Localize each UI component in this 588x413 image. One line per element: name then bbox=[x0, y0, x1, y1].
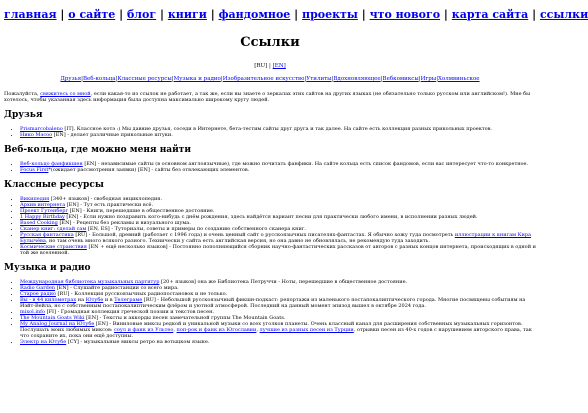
link[interactable]: иллюстрации к книгам Кира Булычёва bbox=[20, 232, 532, 244]
item-text: и в bbox=[103, 297, 115, 303]
section-link-music[interactable]: Музыка и радио bbox=[173, 76, 221, 82]
nav-books[interactable]: книги bbox=[167, 8, 207, 21]
link[interactable]: 1 Happy Birthday bbox=[20, 214, 65, 220]
list-item bbox=[20, 339, 536, 345]
intro-text bbox=[4, 91, 536, 103]
link[interactable]: поп-рок и фанк из Югославии bbox=[176, 327, 257, 333]
link[interactable]: Международная библиотека музыкальных партитур bbox=[20, 279, 160, 285]
item-text: *(ожидает рассмотрения заявки) [EN] - сайты без отвлекающих элементов. bbox=[48, 167, 250, 173]
item-text: [EN] - Книги, перешедшие в общественное достояние. bbox=[68, 208, 215, 214]
item-text: [EN] - независимые сайты (в основном англоязычные), где можно почитать фанфики. На сайте кольца есть список фандомов, если вас интересует что-то конкретное. bbox=[82, 161, 529, 167]
item-text: на bbox=[76, 297, 86, 303]
link[interactable]: Сканер книг: сделай сам bbox=[20, 226, 87, 232]
section-link-resources[interactable]: Классные ресурсы bbox=[117, 76, 172, 82]
nav-about[interactable]: о сайте bbox=[68, 8, 116, 21]
item-text: [RU] - Коллекция русскоязычных радиопостановок и не только. bbox=[55, 291, 228, 297]
section-separator: | bbox=[380, 76, 383, 82]
section-separator: | bbox=[304, 76, 307, 82]
link[interactable]: Космические странствия bbox=[20, 244, 87, 250]
link[interactable]: соул и фанк из Ультео bbox=[114, 327, 174, 333]
link[interactable]: My Analog Journal на Ютубе bbox=[20, 321, 95, 327]
webrings-list bbox=[4, 161, 536, 173]
section-separator: | bbox=[331, 76, 334, 82]
item-text: [RU] - Большой, древний (работает с 1996 года) и очень ценный сайт о русскоязычных писателях-фантастах. Я обычно хожу туда посмотреть bbox=[73, 232, 455, 238]
link[interactable]: Based Cooking bbox=[20, 220, 58, 226]
item-text: [340+ языков] - свободная энциклопедия. bbox=[49, 196, 163, 202]
resources-list bbox=[4, 196, 536, 256]
item-text: [RU] - Небольшой русскоязычный фикшн-подкаст: репортажи из маленького постапокалиптического города. Многие посвящены событиям на Иэйт-Вейла, но с собственным постапокалиптическим флёром и уютной атмосферой. Последний на данный момент эпизод вышел в октябре 2024 года. bbox=[20, 297, 526, 309]
link[interactable]: Prismarcobaleno bbox=[20, 126, 63, 132]
section-link-webrings[interactable]: Веб-кольца bbox=[83, 76, 116, 82]
nav-separator: | bbox=[532, 8, 537, 21]
link[interactable]: Русская фантастика bbox=[20, 232, 74, 238]
item-text: [EN] - делает различные прикольные штуки. bbox=[52, 132, 173, 138]
link[interactable]: Нико Мэсоо bbox=[20, 132, 53, 138]
heading-resources: Классные ресурсы bbox=[4, 180, 104, 190]
section-separator: | bbox=[220, 76, 223, 82]
lang-ru: [RU] bbox=[254, 63, 268, 69]
list-item bbox=[20, 167, 536, 173]
link[interactable]: mixol.info bbox=[20, 309, 46, 315]
nav-whats-new[interactable]: что нового bbox=[369, 8, 441, 21]
nav-links[interactable]: ссылки bbox=[539, 8, 588, 21]
item-text: [EN] - Тексты и аккорды песен замечательной группы The Mountain Goats. bbox=[84, 315, 286, 321]
page-title: Ссылки bbox=[240, 35, 300, 50]
item-text: [CY] - музыкальные миксы ретро на вотыцком языке. bbox=[66, 339, 210, 345]
heading-webrings: Веб-кольца, где можно меня найти bbox=[4, 145, 192, 155]
section-link-holmvin[interactable]: Холмвиньское bbox=[438, 76, 480, 82]
nav-separator: | bbox=[119, 8, 124, 21]
lang-separator: | bbox=[269, 63, 271, 69]
link[interactable]: Архив интернета bbox=[20, 202, 66, 208]
section-separator: | bbox=[115, 76, 118, 82]
nav-home[interactable]: главная bbox=[4, 8, 57, 21]
item-text: , отрывки песен из 40-х годов с нарушением авторского права, так что сохраните их, пока они ещё доступны. bbox=[20, 327, 532, 339]
nav-blog[interactable]: блог bbox=[126, 8, 157, 21]
item-text: [EN] - Виниловые миксы редкой и уникальной музыки со всех уголков планеты. Очень классный канал для расширения собственных музыкальных горизонтов. Послушать моих любимых миксов: bbox=[20, 321, 523, 333]
list-item bbox=[20, 132, 536, 138]
section-link-inspiring[interactable]: Вдохновляющее bbox=[333, 76, 381, 82]
section-index bbox=[4, 76, 536, 83]
nav-fandom[interactable]: фандомное bbox=[218, 8, 291, 21]
nav-separator: | bbox=[294, 8, 299, 21]
link[interactable]: Веб-кольцо фанфикшен bbox=[20, 161, 83, 167]
item-text: [EN, ES] - Туториалы, советы и примеры по созданию собственного сканера книг. bbox=[86, 226, 307, 232]
item-text: [EN] - Рецепты без рекламы и визуального шума. bbox=[57, 220, 191, 226]
section-separator: | bbox=[418, 76, 421, 82]
intro-before: Пожалуйста, bbox=[4, 91, 41, 97]
section-link-utilities[interactable]: Утилиты bbox=[306, 76, 332, 82]
friends-list bbox=[4, 126, 536, 138]
link[interactable]: Проект Гутенберг bbox=[20, 208, 69, 214]
list-item bbox=[20, 232, 536, 244]
heading-music: Музыка и радио bbox=[4, 263, 91, 273]
heading-friends: Друзья bbox=[4, 110, 43, 120]
contact-link[interactable]: свяжитесь со мной bbox=[40, 91, 91, 97]
language-switcher bbox=[4, 63, 536, 70]
nav-sitemap[interactable]: карта сайта bbox=[451, 8, 529, 21]
page bbox=[0, 8, 588, 413]
item-text: [20+ языков] она же Библиотека Петруччи - Ноты, перешедшие в общественное достояние. bbox=[159, 279, 408, 285]
section-separator: | bbox=[436, 76, 439, 82]
list-item bbox=[20, 244, 536, 256]
item-text: [FI] - Громадная коллекция греческой поэзии и текстов песен. bbox=[45, 309, 214, 315]
item-text: [EN] - Слушайте радиостанции со всего мира. bbox=[55, 285, 179, 291]
section-separator: | bbox=[171, 76, 174, 82]
list-item bbox=[20, 321, 536, 339]
section-link-games[interactable]: Игры bbox=[420, 76, 437, 82]
intro-after: , если какая-то из ссылок не работает, а так же, если вы знаете о зеркалах этих сайтов на других языках (не обязательно только русском или английском!). Мне бы хотелось, чтобы указанная здесь информация была доступна максимально широкому кругу людей. bbox=[4, 91, 531, 103]
link[interactable]: Focus First bbox=[20, 167, 49, 173]
item-text: [EN] - Тут есть практически всё. bbox=[65, 202, 154, 208]
item-text: , но там очень много всякого разного. Технически у сайта есть английская версия, но она давно не обновлялась, не рекомендую туда заходить. bbox=[45, 238, 430, 244]
nav-separator: | bbox=[361, 8, 366, 21]
music-list bbox=[4, 279, 536, 345]
nav-separator: | bbox=[60, 8, 65, 21]
link[interactable]: лучшие из разных песен из Турции bbox=[259, 327, 354, 333]
section-link-webcomics[interactable]: Вебкомиксы bbox=[382, 76, 419, 82]
lang-en-link[interactable]: [EN] bbox=[272, 63, 286, 69]
list-item bbox=[20, 297, 536, 309]
link[interactable]: Radio Garden bbox=[20, 285, 56, 291]
nav-separator: | bbox=[443, 8, 448, 21]
nav-projects[interactable]: проекты bbox=[302, 8, 358, 21]
link[interactable]: Ютубе bbox=[85, 297, 104, 303]
item-text: [EN + ещё несколько языков] - Постоянно пополняющийся сборник научно-фантастических рассказов от авторов с разных концов интернета, происходящих в одной и той же вселенной. bbox=[20, 244, 536, 256]
link[interactable]: Электр на Ютубе bbox=[20, 339, 67, 345]
nav-separator: | bbox=[159, 8, 164, 21]
nav-separator: | bbox=[210, 8, 215, 21]
top-navigation bbox=[4, 8, 588, 21]
link[interactable]: Вы - в 44 километрах bbox=[20, 297, 77, 303]
link[interactable]: The Mountain Goats Wiki bbox=[20, 315, 85, 321]
item-text: [IT]. Классное котэ :) Мы давние друзья, соседи в Интернете, бета-тестим сайты друг друга и так далее. На сайте есть коллекция разных прикольных проектов. bbox=[62, 126, 493, 132]
item-text: , bbox=[256, 327, 260, 333]
link[interactable]: Старое радио bbox=[20, 291, 56, 297]
section-link-friends[interactable]: Друзья bbox=[60, 76, 82, 82]
section-link-art[interactable]: Изобразительное искусство bbox=[222, 76, 305, 82]
item-text: , bbox=[173, 327, 177, 333]
link[interactable]: Википедия bbox=[20, 196, 50, 202]
section-separator: | bbox=[81, 76, 83, 82]
item-text: [EN] - Если нужно поздравить кого-нибудь с днём рождения, здесь найдётся вариант песни для практически любого имени, в исполнении разных людей. bbox=[64, 214, 478, 220]
link[interactable]: Телеграме bbox=[114, 297, 143, 303]
